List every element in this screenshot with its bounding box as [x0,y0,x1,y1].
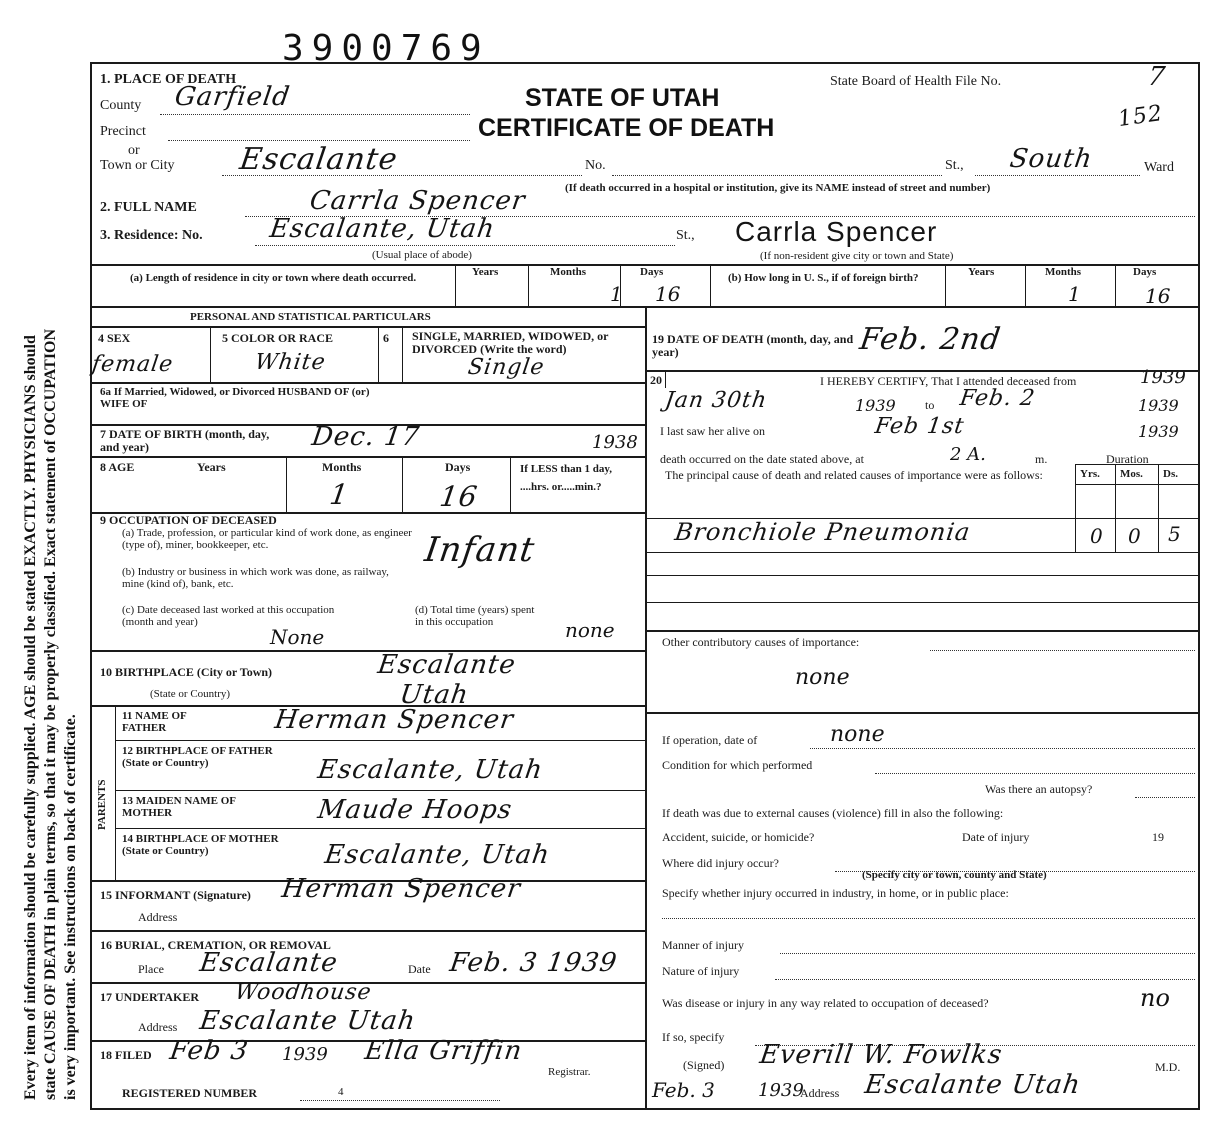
operation-value: none [830,722,885,747]
ward-label: Ward [1144,160,1174,175]
row-informant-bottom [90,930,645,932]
undertaker-label: 17 UNDERTAKER [100,990,200,1004]
undertaker-address-label: Address [138,1020,178,1034]
cause-line-5 [645,630,1200,632]
physician-signature: Everill W. Fowlks [757,1040,1005,1070]
mother-birthplace-label: 14 BIRTHPLACE OF MOTHER (State or Country) [122,833,279,857]
signed-label: (Signed) [683,1058,725,1072]
occupation-related-label: Was disease or injury in any way related to occupation of deceased? [662,996,989,1010]
mother-birthplace-value: Escalante, Utah [322,840,553,870]
st-label: St., [945,158,964,173]
mother-label: 13 MAIDEN NAME OF MOTHER [122,795,236,819]
external-label: If death was due to external causes (violence) fill in also the following: [662,806,1004,820]
ds-label: Ds. [1163,468,1178,480]
color-value: White [253,350,328,375]
col-years-a: Years [472,266,499,278]
registered-number-line [300,1100,500,1101]
length-b-days: 16 [1145,284,1171,308]
street-line [612,175,942,176]
manner-line [780,953,1195,954]
duration-top [1075,464,1198,465]
sex-label: 4 SEX [98,331,131,345]
undertaker-address-value: Escalante Utah [197,1006,418,1036]
row-sex-bottom [90,382,645,384]
where-label: Where did injury occur? [662,856,779,870]
age-col1 [286,456,287,512]
burial-label: 16 BURIAL, CREMATION, OR REMOVAL [100,938,331,952]
duration-col3 [1158,464,1159,552]
board-file-number: 7 [1145,62,1168,92]
death-time-label: death occurred on the date stated above, at [660,452,864,466]
condition-label: Condition for which performed [662,758,813,772]
to-label: to [925,398,935,412]
cause-mos: 0 [1128,524,1141,548]
full-name-value: Carrla Spencer [307,186,528,216]
filed-year: 1939 [282,1044,328,1065]
nature-line [775,979,1195,980]
dod-value: Feb. 2nd [857,322,1004,357]
length-b-label: (b) How long in U. S., if of foreign birth? [728,272,919,284]
length-b-col3 [1115,264,1116,306]
sex-divider [210,326,211,382]
street-no-label: No. [585,158,606,173]
sex-value: female [90,352,175,377]
birthplace-state: Utah [397,680,471,710]
local-file-number: 152 [1116,100,1165,133]
age-less-label: If LESS than 1 day, ....hrs. or.....min.? [520,463,613,493]
length-b-months: 1 [1068,282,1081,306]
marital-num-divider [402,326,403,382]
ward-value: South [1007,144,1095,174]
residence-line [255,245,675,246]
autopsy-label: Was there an autopsy? [985,782,1093,796]
dob-value: Dec. 17 [309,422,422,452]
length-a-days: 16 [655,282,681,306]
certify-label: I HEREBY CERTIFY, That I attended deceased from [820,374,1077,388]
contributory-value: none [795,665,850,690]
burial-place-value: Escalante [197,948,340,978]
main-divider [645,306,647,1108]
informant-label: 15 INFORMANT (Signature) [100,888,251,902]
registrar-label: Registrar. [548,1066,591,1078]
personal-header-line [90,326,645,328]
duration-header-bottom [1075,484,1198,485]
cause-value: Bronchiole Pneumonia [673,518,973,546]
county-value: Garfield [172,82,293,112]
or-label: or [128,143,140,158]
parents-side-divider [115,705,116,880]
cause-ds: 5 [1168,522,1181,546]
row-dod-bottom [645,370,1200,372]
length-a-col4 [710,264,711,306]
injury-year-label: 19 [1152,830,1164,844]
condition-line [875,773,1195,774]
accident-label: Accident, suicide, or homicide? [662,830,815,844]
nature-label: Nature of injury [662,964,740,978]
length-b-col1 [945,264,946,306]
operation-label: If operation, date of [662,733,758,747]
attended-to: Feb. 2 [958,386,1037,411]
cause-line-4 [645,602,1200,603]
yrs-label: Yrs. [1080,468,1100,480]
age-label: 8 AGE [100,460,135,474]
birthplace-label: 10 BIRTHPLACE (City or Town) [100,665,273,679]
col-days-a: Days [640,266,664,278]
residence-label: 3. Residence: No. [100,228,203,243]
burial-date-value: Feb. 3 1939 [447,948,620,978]
industry-label: Specify whether injury occurred in industry, in home, or in public place: [662,886,1009,900]
marital-label: SINGLE, MARRIED, WIDOWED, or DIVORCED (Write the word) [412,329,609,356]
length-a-col2 [528,264,529,306]
residence-typed-name: Carrla Spencer [735,216,938,247]
length-a-months: 1 [610,282,623,306]
place-of-death-label: 1. PLACE OF DEATH [100,72,237,87]
duration-col1 [1075,464,1076,552]
industry-line-1 [662,918,1195,919]
frame-top [90,62,1200,64]
physician-address-value: Escalante Utah [862,1070,1083,1100]
length-b-col2 [1025,264,1026,306]
county-line [160,114,470,115]
manner-label: Manner of injury [662,938,744,952]
row-father-bottom [115,740,645,741]
birthplace-city: Escalante [375,650,518,680]
cause-line-3 [645,575,1200,576]
mos-label: Mos. [1120,468,1143,480]
age-days: 16 [437,480,480,513]
col-months-b: Months [1045,266,1082,278]
age-months: 1 [327,478,352,511]
length-a-label: (a) Length of residence in city or town where death occurred. [130,272,417,284]
board-file-label: State Board of Health File No. [830,74,1002,89]
informant-address-label: Address [138,910,178,924]
certificate-number: 3900769 [282,28,490,69]
age-days-label: Days [445,460,471,474]
occupation-value: Infant [422,530,538,570]
if-so-label: If so, specify [662,1030,725,1044]
dob-year: 1938 [592,432,638,453]
certify-num: 20 [650,373,662,387]
spouse-label: 6a If Married, Widowed, or Divorced HUSBAND OF (or) WIFE OF [100,386,370,410]
physician-address-label: Address [800,1086,840,1100]
total-time-value: none [565,618,615,642]
row-mother-bottom [115,828,645,829]
length-a-col1 [455,264,456,306]
contributory-bottom [645,712,1200,714]
side-note-2: state CAUSE OF DEATH in plain terms, so that it may be properly classified. Exact statement of OCCUPATION [42,328,59,1100]
attended-to-year: 1939 [1138,396,1179,415]
ward-line [975,175,1140,176]
injury-date-label: Date of injury [962,830,1030,844]
frame-right [1198,62,1200,1110]
dob-label: 7 DATE OF BIRTH (month, day, and year) [100,427,270,454]
residence-st-label: St., [676,228,695,243]
color-label: 5 COLOR OR RACE [222,331,334,345]
last-worked-value: None [270,625,325,649]
duration-label: Duration [1106,452,1149,466]
hospital-note: (If death occurred in a hospital or institution, give its NAME instead of street and number) [565,182,991,194]
age-col2 [402,456,403,512]
state-country-label: (State or Country) [150,688,231,700]
county-label: County [100,98,142,113]
father-birthplace-value: Escalante, Utah [315,755,546,785]
dod-year: 1939 [1140,367,1186,388]
age-months-label: Months [322,460,362,474]
full-name-label: 2. FULL NAME [100,200,197,215]
precinct-line [168,140,470,141]
m-label: m. [1035,452,1048,466]
father-value: Herman Spencer [272,705,516,735]
occupation-d: (d) Total time (years) spent in this occupation [415,604,535,628]
registered-number-label: REGISTERED NUMBER [122,1086,258,1100]
dod-label: 19 DATE OF DEATH (month, day, and year) [652,332,854,359]
registrar-value: Ella Griffin [362,1036,525,1066]
side-note-1: Every item of information should be carefully supplied. AGE should be stated EXACTLY. PHYSICIANS should [22,335,39,1100]
color-divider [378,326,379,382]
mother-value: Maude Hoops [315,795,515,825]
precinct-label: Precinct [100,124,146,139]
col-months-a: Months [550,266,587,278]
last-saw-label: I last saw her alive on [660,424,765,438]
sign-date: Feb. 3 [652,1078,715,1102]
principal-label: The principal cause of death and related causes of importance were as follows: [665,468,1043,482]
occupation-c: (c) Date deceased last worked at this occupation (month and year) [122,604,335,628]
father-label: 11 NAME OF FATHER [122,710,187,734]
contributory-label: Other contributory causes of importance: [662,635,860,649]
usual-abode-note: (Usual place of abode) [372,249,472,261]
side-note-3: is very important. See instructions on back of certificate. [62,714,79,1100]
age-col3 [510,456,511,512]
sign-year: 1939 [758,1080,804,1101]
col-days-b: Days [1133,266,1157,278]
row-dob-bottom [90,456,645,458]
occupation-label: 9 OCCUPATION OF DECEASED [100,513,277,527]
filed-date: Feb 3 [167,1036,251,1066]
certify-num-divider [665,370,666,388]
death-time-value: 2 A. [950,444,986,465]
filed-label: 18 FILED [100,1048,152,1062]
certificate-title: CERTIFICATE OF DEATH [478,114,775,142]
personal-header: PERSONAL AND STATISTICAL PARTICULARS [190,311,431,323]
occupation-a: (a) Trade, profession, or particular kind of work done, as engineer (type of), miner, bookkeeper, etc. [122,527,412,551]
burial-date-label: Date [408,962,431,976]
informant-value: Herman Spencer [279,874,523,904]
specify-city-label: (Specify city or town, county and State) [862,869,1047,881]
registered-number-value: 4 [338,1086,344,1098]
frame-bottom [90,1108,1200,1110]
marital-value: Single [466,355,547,380]
autopsy-line [1135,797,1195,798]
occupation-b: (b) Industry or business in which work was done, as railway, mine (kind of), bank, etc. [122,566,389,590]
father-birthplace-label: 12 BIRTHPLACE OF FATHER (State or Country) [122,745,273,769]
burial-place-label: Place [138,962,164,976]
contributory-line [930,650,1195,651]
last-saw-year: 1939 [1138,422,1179,441]
town-value: Escalante [237,142,401,177]
row-father-bp-bottom [115,790,645,791]
age-years-label: Years [197,460,226,474]
undertaker-value: Woodhouse [233,980,374,1005]
cause-line-2 [645,552,1200,553]
frame-left [90,62,92,1110]
md-label: M.D. [1155,1060,1181,1074]
attended-from-year: 1939 [855,396,896,415]
operation-line [810,748,1195,749]
town-label: Town or City [100,158,175,173]
col-years-b: Years [968,266,995,278]
residence-value: Escalante, Utah [267,214,498,244]
nonresident-note: (If non-resident give city or town and State) [760,250,954,262]
parents-side-label: PARENTS [96,779,108,830]
row-occupation-bottom [90,650,645,652]
state-title: STATE OF UTAH [525,84,720,112]
attended-from: Jan 30th [663,388,769,413]
last-saw-value: Feb 1st [873,414,967,439]
cause-yrs: 0 [1090,524,1103,548]
occupation-related-value: no [1140,984,1170,1012]
marital-num: 6 [383,331,389,345]
duration-col2 [1115,464,1116,552]
